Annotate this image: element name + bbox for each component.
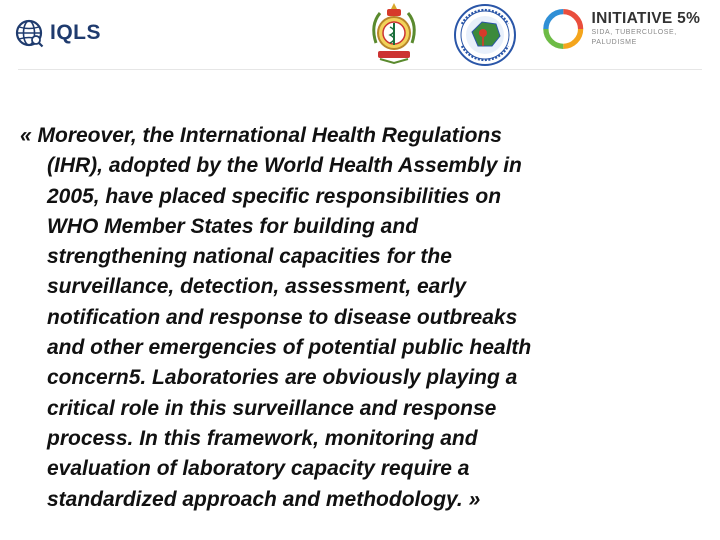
- initiative-5-logo: [543, 8, 720, 50]
- quote-line: « Moreover, the International Health Regulations: [20, 124, 502, 147]
- quote-line: concern5. Laboratories are obviously playing a: [47, 366, 518, 390]
- quote-line: critical role in this surveillance and response: [47, 396, 497, 420]
- quote-line: evaluation of laboratory capacity require a: [47, 457, 470, 481]
- quote-line: surveillance, detection, assessment, early: [47, 275, 467, 299]
- national-tb-program-seal-icon: [452, 2, 518, 73]
- iqls-logo: [14, 18, 101, 48]
- colored-ring-icon: [543, 8, 584, 50]
- initiative-title: INITIATIVE 5%: [591, 10, 701, 27]
- initiative-subtitle: SIDA, TUBERCULOSE, PALUDISME: [591, 29, 677, 46]
- quote-line: strengthening national capacities for the: [47, 245, 452, 269]
- quote-line: standardized approach and methodology. »: [47, 487, 481, 511]
- quote-line: WHO Member States for building and: [47, 214, 419, 238]
- iqls-logo-text: IQLS: [50, 21, 102, 44]
- header-logos: [0, 0, 720, 70]
- quote-line: (IHR), adopted by the World Health Assembly in: [47, 154, 522, 178]
- header-divider: [18, 69, 702, 70]
- quote-line: process. In this framework, monitoring and: [47, 426, 478, 450]
- quote-line: and other emergencies of potential public health: [47, 336, 532, 360]
- globe-icon: [14, 18, 44, 48]
- quote-line: 2005, have placed specific responsibilities on: [47, 184, 502, 208]
- ministry-health-seal-icon: [368, 3, 420, 70]
- quote-line: notification and response to disease outbreaks: [47, 305, 518, 329]
- quote-text: [20, 121, 710, 515]
